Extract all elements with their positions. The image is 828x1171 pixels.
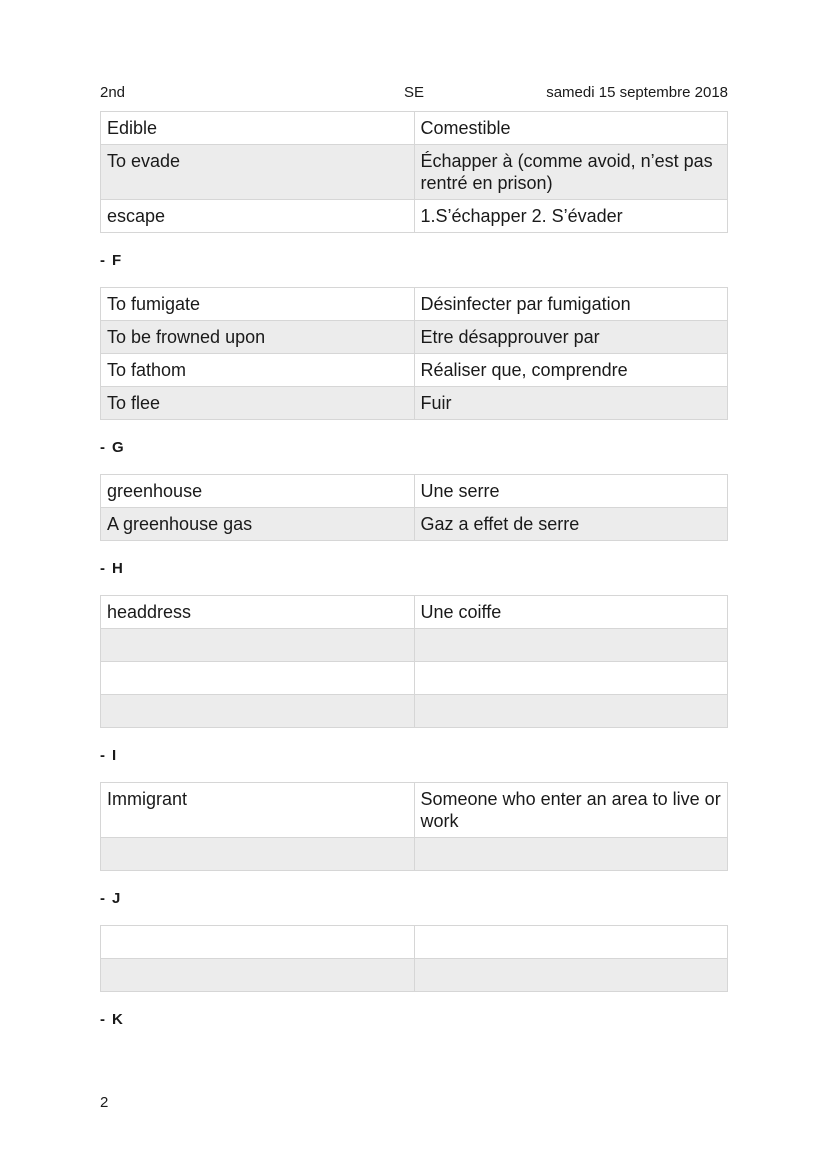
french-translation: Désinfecter par fumigation [414,288,728,321]
section-heading-f [100,252,121,270]
table-row [101,475,728,508]
french-translation: Someone who enter an area to live or work [414,783,728,838]
french-translation [414,838,728,871]
section-letter: F [112,252,122,269]
date-label: samedi 15 septembre 2018 [546,84,728,101]
english-term [101,926,415,959]
bullet-dash: - [100,747,105,764]
english-term: headdress [101,596,415,629]
english-term: Edible [101,112,415,145]
french-translation: Échapper à (comme avoid, n’est pas rentré en prison) [414,145,728,200]
class-label: 2nd [100,84,126,101]
section-letter: J [112,890,121,907]
english-term: A greenhouse gas [101,508,415,541]
french-translation [414,695,728,728]
french-translation: Gaz a effet de serre [414,508,728,541]
english-term: To fumigate [101,288,415,321]
subject-label: SE [404,84,425,101]
table-row [101,695,728,728]
bullet-dash: - [100,890,105,907]
english-term [101,662,415,695]
french-translation [414,926,728,959]
french-translation: Etre désapprouver par [414,321,728,354]
french-translation: Réaliser que, comprendre [414,354,728,387]
table-row [101,112,728,145]
english-term: To be frowned upon [101,321,415,354]
french-translation [414,662,728,695]
table-row [101,508,728,541]
english-term [101,838,415,871]
section-letter: I [112,747,117,764]
english-term [101,629,415,662]
french-translation: Une coiffe [414,596,728,629]
english-term: Immigrant [101,783,415,838]
bullet-dash: - [100,560,105,577]
section-letter: H [112,560,123,577]
english-term: greenhouse [101,475,415,508]
french-translation: 1.S’échapper 2. S’évader [414,200,728,233]
vocab-table-j [100,925,728,992]
table-row [101,200,728,233]
table-row [101,145,728,200]
table-row [101,387,728,420]
table-row [101,838,728,871]
bullet-dash: - [100,439,105,456]
section-letter: G [112,439,124,456]
section-letter: K [112,1011,123,1028]
section-heading-g [100,439,124,457]
table-row [101,926,728,959]
english-term: To evade [101,145,415,200]
vocab-table-i [100,782,728,871]
english-term [101,695,415,728]
section-heading-h [100,560,123,578]
section-heading-i [100,747,116,765]
english-term: To flee [101,387,415,420]
page-header [100,84,728,104]
vocab-table-f [100,287,728,420]
table-row [101,321,728,354]
table-row [101,629,728,662]
table-row [101,288,728,321]
page-number: 2 [100,1094,109,1111]
vocab-table-g [100,474,728,541]
section-heading-j [100,890,120,908]
section-heading-k [100,1011,123,1029]
french-translation: Comestible [414,112,728,145]
table-row [101,959,728,992]
english-term [101,959,415,992]
vocab-table-h [100,595,728,728]
french-translation [414,959,728,992]
french-translation [414,629,728,662]
table-row [101,662,728,695]
table-row [101,596,728,629]
table-row [101,354,728,387]
vocab-table-e [100,111,728,233]
english-term: To fathom [101,354,415,387]
english-term: escape [101,200,415,233]
french-translation: Fuir [414,387,728,420]
table-row [101,783,728,838]
french-translation: Une serre [414,475,728,508]
bullet-dash: - [100,1011,105,1028]
bullet-dash: - [100,252,105,269]
